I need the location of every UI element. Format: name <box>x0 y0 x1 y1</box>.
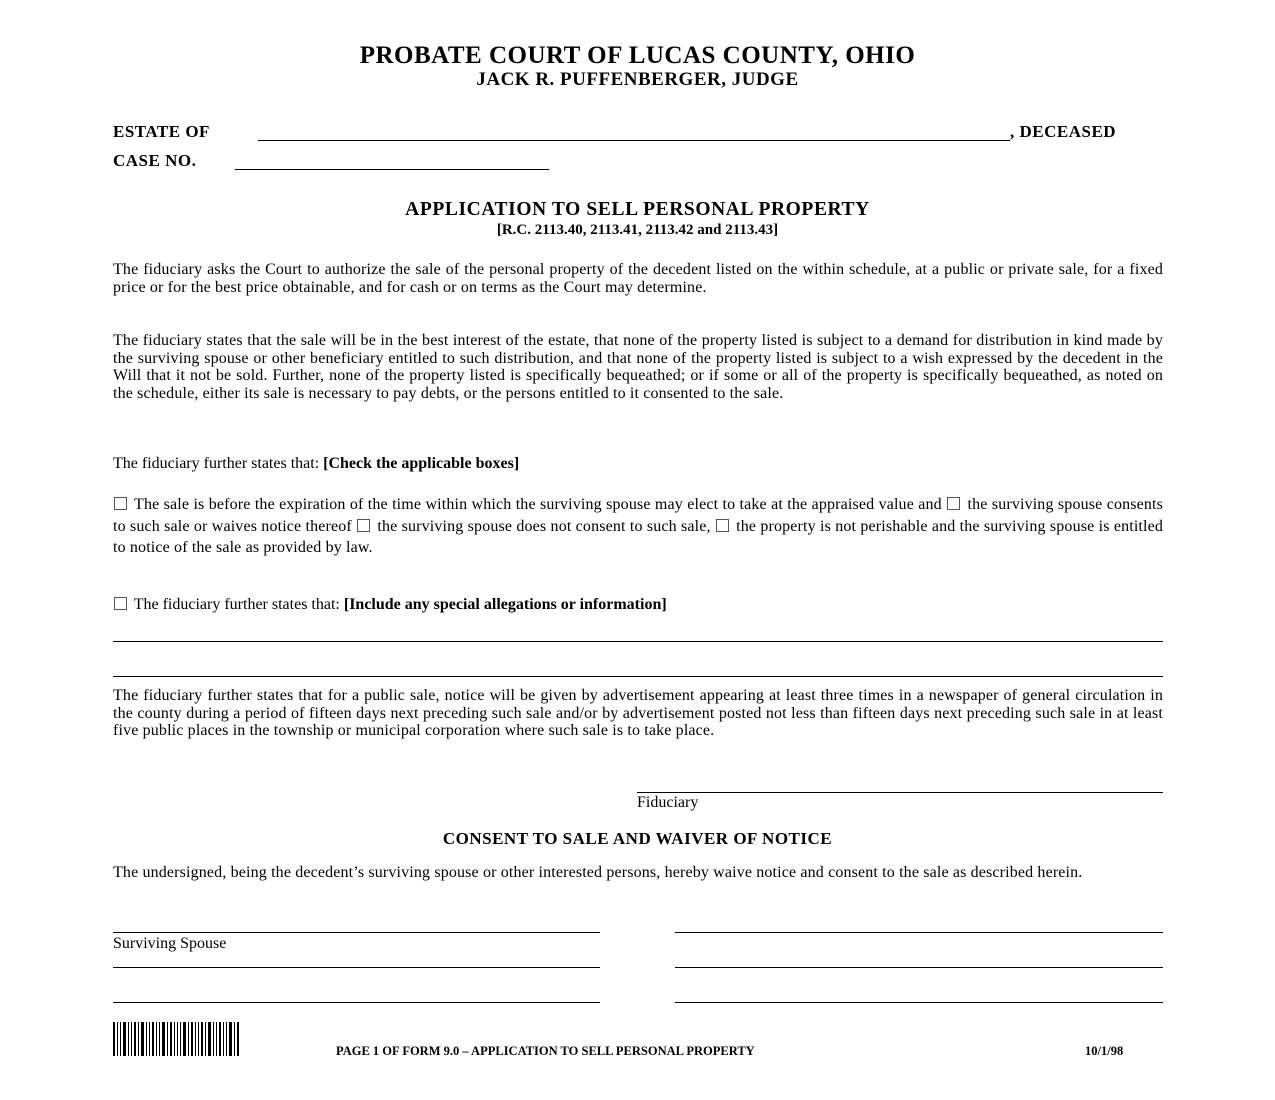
judge-name: JACK R. PUFFENBERGER, JUDGE <box>476 69 799 90</box>
consent-signature-line-3[interactable] <box>113 1002 600 1003</box>
consent-title: CONSENT TO SALE AND WAIVER OF NOTICE <box>442 829 833 848</box>
special-allegations-line-1[interactable] <box>113 641 1163 642</box>
statute-reference: [R.C. 2113.40, 2113.41, 2113.42 and 2113.43] <box>496 222 779 238</box>
estate-name-field[interactable] <box>258 140 1010 141</box>
case-number-field[interactable] <box>235 169 549 170</box>
check-boxes-instruction: The fiduciary further states that: [Check the applicable boxes] <box>113 455 520 472</box>
election-options: The sale is before the expiration of the time within which the surviving spouse may elect to take at the appraised value and the surviving spouse consents to such sale or waives notice thereof the surviving spouse does not consent to such sale, the property is not perishable and the surviving spouse is entitled to notice of the sale as provided by law. <box>113 496 1164 556</box>
deceased-label: , DECEASED <box>1010 122 1117 141</box>
interested-person-signature-line-3[interactable] <box>675 1002 1163 1003</box>
special-allegations-line-2[interactable] <box>113 676 1163 677</box>
option-spouse-not-consent-checkbox[interactable] <box>357 519 370 532</box>
fiduciary-label: Fiduciary <box>637 794 699 811</box>
authorization-paragraph: The fiduciary asks the Court to authorize the sale of the personal property of the decedent listed on the within schedule, at a public or private sale, for a fixed price or for the best price obtainable, and for cash or on terms as the Court may determine. <box>113 261 1163 296</box>
interested-person-signature-line-1[interactable] <box>675 932 1163 933</box>
form-date: 10/1/98 <box>1085 1044 1124 1058</box>
form-title: APPLICATION TO SELL PERSONAL PROPERTY <box>405 199 870 220</box>
surviving-spouse-label: Surviving Spouse <box>113 935 227 952</box>
consent-text: The undersigned, being the decedent’s surviving spouse or other interested persons, hereby waive notice and consent to the sale as described herein. <box>113 864 1083 881</box>
barcode-image <box>113 1022 265 1056</box>
interested-person-signature-line-2[interactable] <box>675 967 1163 968</box>
option-not-perishable-checkbox[interactable] <box>716 519 729 532</box>
surviving-spouse-signature-line[interactable] <box>113 932 600 933</box>
page-footer-label: PAGE 1 OF FORM 9.0 – APPLICATION TO SELL PERSONAL PROPERTY <box>336 1044 755 1058</box>
consent-signature-line-2[interactable] <box>113 967 600 968</box>
option-spouse-consents-checkbox[interactable] <box>947 497 960 510</box>
special-allegations-row: The fiduciary further states that: [Include any special allegations or information] <box>113 596 667 614</box>
case-no-label: CASE NO. <box>113 151 197 170</box>
best-interest-paragraph: The fiduciary states that the sale will be in the best interest of the estate, that none of the property listed is subject to a demand for distribution in kind made by the surviving spouse or other beneficiary entitled to such distribution, and that none of the property listed is subject to a wish expressed by the decedent in the Will that it not be sold. Further, none of the property listed is specifically bequeathed; or if some or all of the property is specifically bequeathed, as noted on the schedule, either its sale is necessary to pay debts, or the persons entitled to it consented to the sale. <box>113 332 1163 402</box>
court-name: PROBATE COURT OF LUCAS COUNTY, OHIO <box>359 42 916 69</box>
public-sale-notice-paragraph: The fiduciary further states that for a public sale, notice will be given by advertisement appearing at least three times in a newspaper of general circulation in the county during a period of fifteen days next preceding such sale and/or by advertisement posted not less than fifteen days next preceding such sale in at least five public places in the township or municipal corporation where such sale is to take place. <box>113 687 1163 740</box>
fiduciary-signature-line[interactable] <box>637 792 1163 793</box>
option-before-election-checkbox[interactable] <box>114 497 127 510</box>
special-allegations-checkbox[interactable] <box>114 597 127 610</box>
estate-of-label: ESTATE OF <box>113 122 210 141</box>
